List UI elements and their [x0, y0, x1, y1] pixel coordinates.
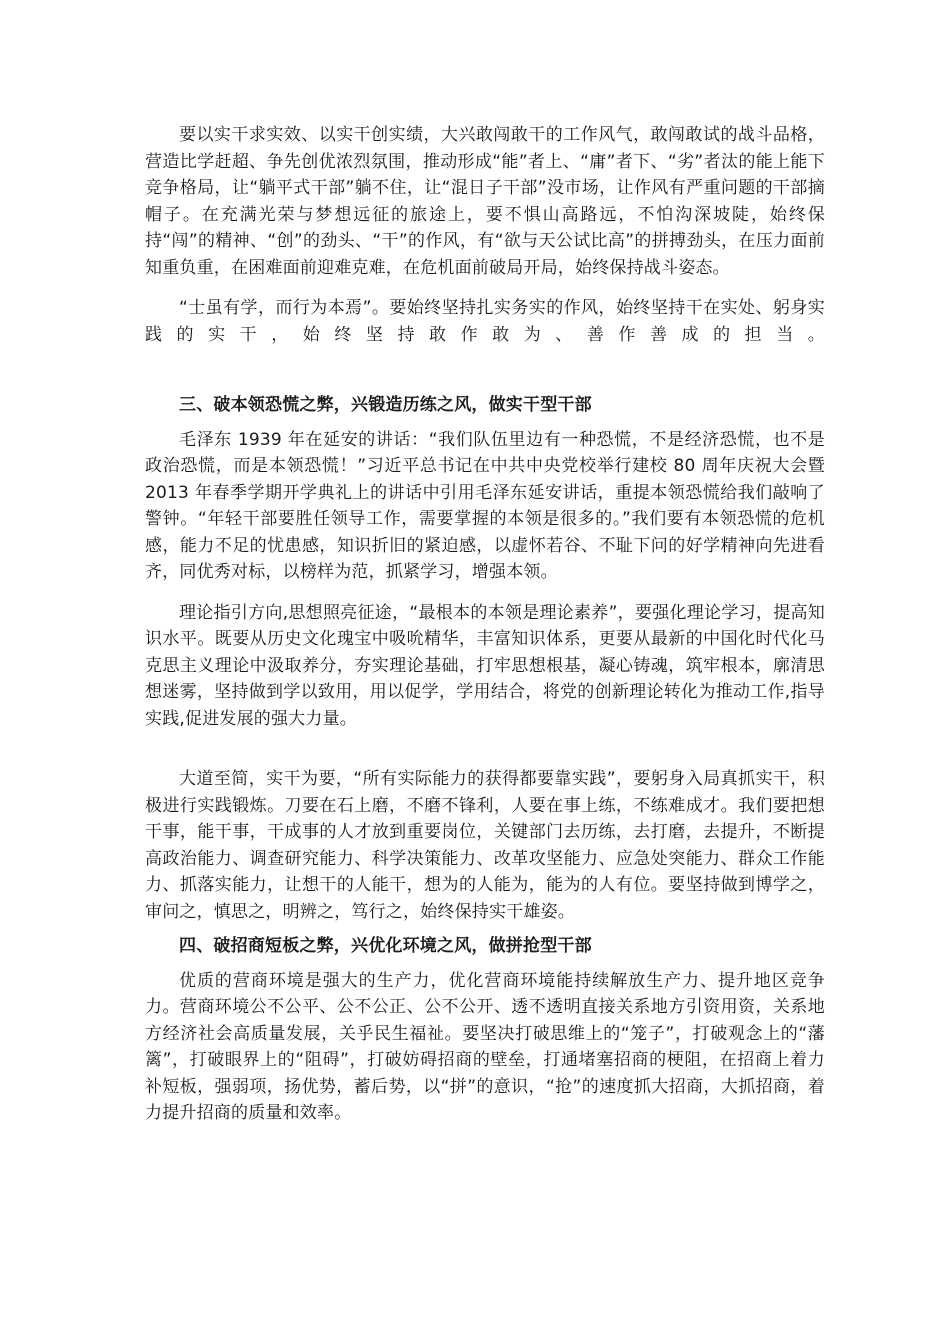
paragraph-practice: “士虽有学，而行为本焉”。要始终坚持扎实务实的作风，始终坚持干在实处、躬身实践的实干，始终坚持敢作敢为、善作善成的担当。: [145, 298, 825, 345]
paragraph-theory-study: 理论指引方向,思想照亮征途，“最根本的本领是理论素养”，要强化理论学习，提高知识水平。既要从历史文化瑰宝中吸吮精华，丰富知识体系，更要从最新的中国化时代化马克思主义理论中汲取养分，夯实理论基础，打牢思想根基，凝心铸魂，筑牢根本，廓清思想迷雾，坚持做到学以致用，用以促学，学用结合，将党的创新理论转化为推动工作,指导实践,促进发展的强大力量。: [145, 602, 825, 729]
section-heading-3: 三、破本领恐慌之弊，兴锻造历练之风，做实干型干部: [179, 395, 592, 415]
document-page: [145, 122, 825, 1127]
paragraph-skill-panic: 毛泽东 1939 年在延安的讲话：“我们队伍里边有一种恐慌，不是经济恐慌，也不是政治恐慌，而是本领恐慌！”习近平总书记在中共中央党校举行建校 80 周年庆祝大会暨 2013 年春季学期开学典礼上的讲话中引用毛泽东延安讲话，重提本领恐慌给我们敲响了警钟。“年轻干部要胜任领导工作，需要掌握的本领是很多的。”我们要有本领恐慌的危机感，能力不足的忧患感，知识折旧的紧迫感，以虚怀若谷、不耻下问的好学精神向先进看齐，同优秀对标，以榜样为范，抓紧学习，增强本领。: [145, 429, 825, 582]
paragraph-work-style: 要以实干求实效、以实干创实绩，大兴敢闯敢干的工作风气，敢闯敢试的战斗品格，营造比学赶超、争先创优浓烈氛围，推动形成“能”者上、“庸”者下、“劣”者汰的能上能下竞争格局，让“躺平式干部”躺不住，让“混日子干部”没市场，让作风有严重问题的干部摘帽子。在充满光荣与梦想远征的旅途上，要不惧山高路远，不怕沟深坡陡，始终保持“闯”的精神、“创”的劲头、“干”的作风，有“欲与天公试比高”的拼搏劲头，在压力面前知重负重，在困难面前迎难克难，在危机面前破局开局，始终保持战斗姿态。: [145, 125, 825, 278]
paragraph-practical-training: 大道至简，实干为要，“所有实际能力的获得都要靠实践”，要躬身入局真抓实干，积极进行实践锻炼。刀要在石上磨，不磨不锋利，人要在事上练，不练难成才。我们要把想干事，能干事，干成事的人才放到重要岗位，关键部门去历练，去打磨，去提升，不断提高政治能力、调查研究能力、科学决策能力、改革攻坚能力、应急处突能力、群众工作能力、抓落实能力，让想干的人能干，想为的人能为，能为的人有位。要坚持做到博学之，审问之，慎思之，明辨之，笃行之，始终保持实干雄姿。: [145, 769, 825, 922]
section-heading-4: 四、破招商短板之弊，兴优化环境之风，做拼抢型干部: [179, 936, 592, 956]
paragraph-business-environment: 优质的营商环境是强大的生产力，优化营商环境能持续解放生产力、提升地区竞争力。营商环境公不公平、公不公正、公不公开、透不透明直接关系地方引资用资，关系地方经济社会高质量发展，关乎民生福祉。要坚决打破思维上的“笼子”，打破观念上的“藩篱”，打破眼界上的“阻碍”，打破妨碍招商的壁垒，打通堵塞招商的梗阻，在招商上着力补短板，强弱项，扬优势，蓄后势，以“拼”的意识，“抢”的速度抓大招商，大抓招商，着力提升招商的质量和效率。: [145, 970, 825, 1123]
